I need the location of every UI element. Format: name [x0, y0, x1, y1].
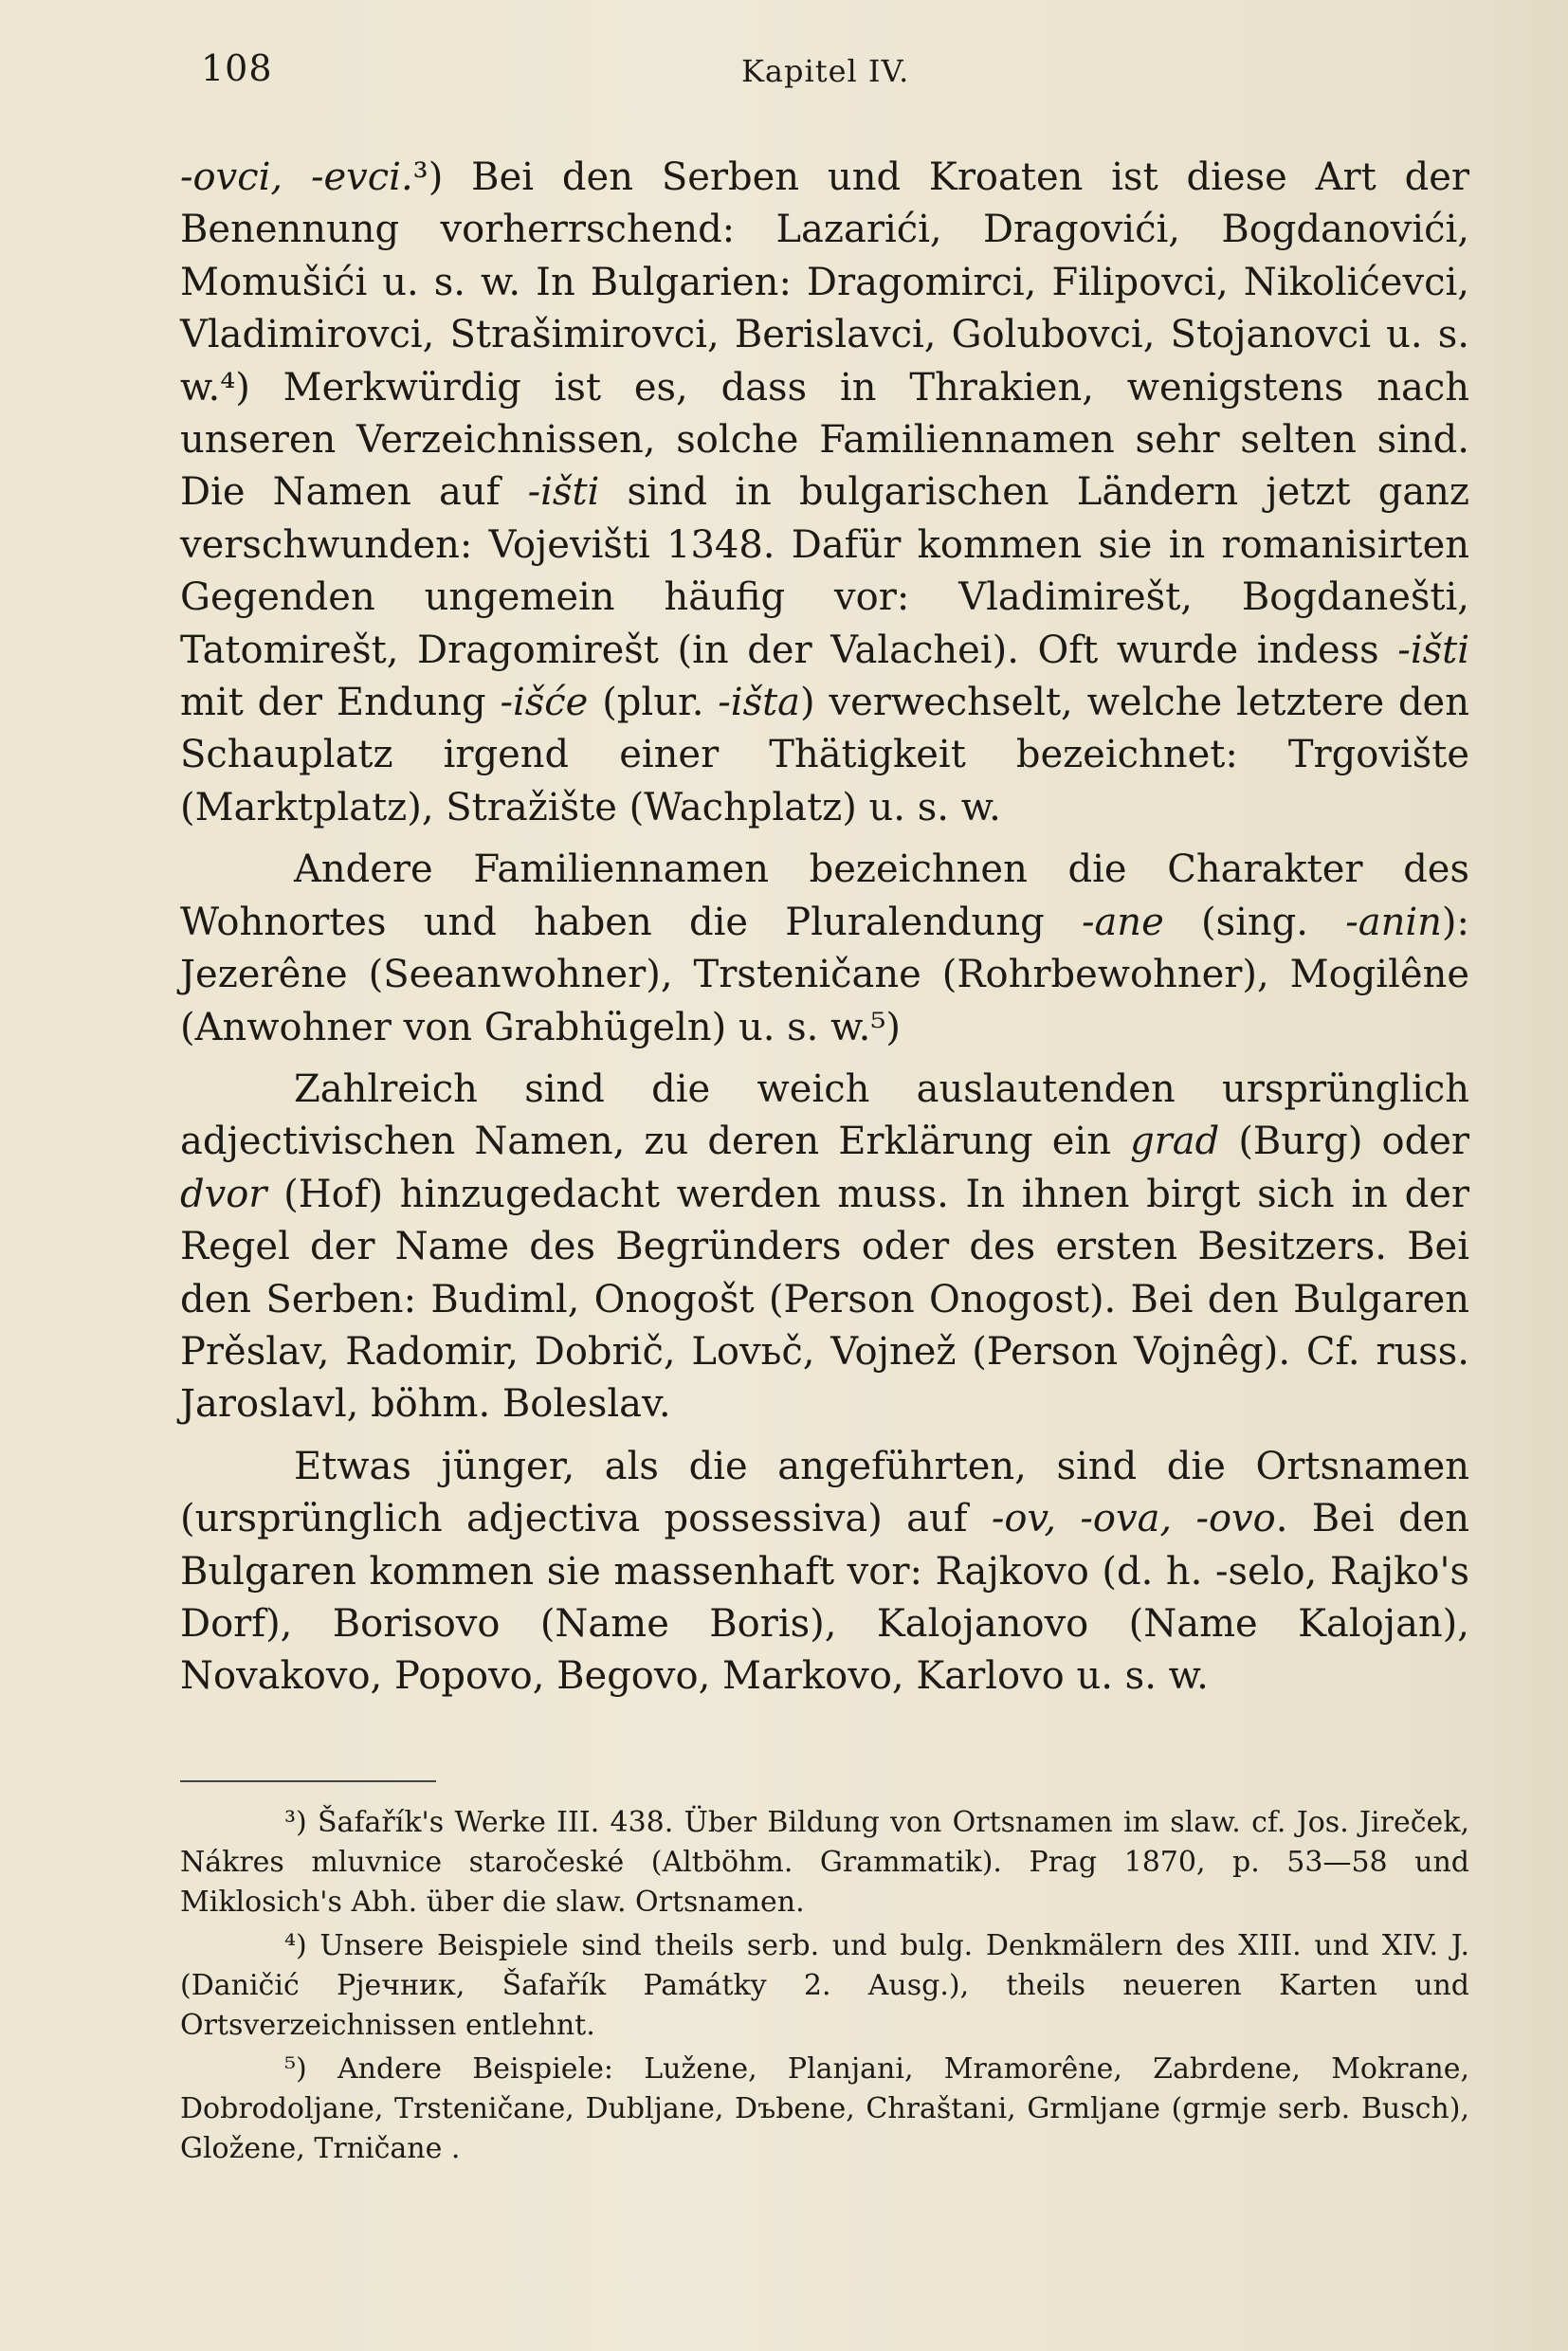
paragraph	[180, 844, 1469, 1054]
text-run: ) verwechselt, welche letztere den Schauplatz irgend einer Thätigkeit bezeichnet: Trgovište (Marktplatz), Stražište (Wachplatz) u. s. w.	[180, 681, 1469, 829]
italic-term: dvor	[180, 1172, 267, 1216]
page-header	[201, 47, 1462, 104]
footnotes	[180, 1803, 1469, 2173]
page-number: 108	[201, 47, 273, 89]
text-run: (plur.	[588, 681, 719, 725]
italic-term: -išti	[527, 470, 600, 515]
italic-term: -anin	[1345, 900, 1442, 944]
italic-term: -ov, -ova, -ovo	[991, 1497, 1276, 1541]
italic-term: grad	[1130, 1120, 1220, 1164]
paragraph	[180, 1064, 1469, 1431]
text-run: ³) Bei den Serben und Kroaten ist diese Art der Benennung vorherrschend: Lazarići, Dragovići, Bogdanovići, Momušići u. s. w. In Bulgarien: Dragomirci, Filipovci, Nikolićevci, Vladimirovci, Strašimirovci, Berislavci, Golubovci, Stojanovci u. s. w.⁴) Merkwürdig ist es, dass in Thrakien, wenigstens nach unseren Verzeichnissen, solche Familiennamen sehr selten sind. Die Namen auf	[180, 155, 1469, 515]
text-run: (sing.	[1163, 900, 1346, 944]
text-run: (Hof) hinzugedacht werden muss. In ihnen birgt sich in der Regel der Name des Begründers oder des ersten Besitzers. Bei den Serben: Budiml, Onogošt (Person Onogost). Bei den Bulgaren Prěslav, Radomir, Dobrič, Lovьč, Vojnež (Person Vojnêg). Cf. russ. Jaroslavl, böhm. Boleslav.	[180, 1172, 1469, 1427]
italic-term: -išta	[718, 681, 801, 725]
footnote: ⁵) Andere Beispiele: Lužene, Planjani, Mramorêne, Zabrdene, Mokrane, Dobrodoljane, Trsteničane, Dubljane, Dъbene, Chraštani, Grmljane (grmje serb. Busch), Gložene, Trničane .	[180, 2052, 1469, 2165]
paragraph	[180, 152, 1469, 834]
footnote: ⁴) Unsere Beispiele sind theils serb. und bulg. Denkmälern des XIII. und XIV. J. (Daničić Рјечник, Šafařík Památky 2. Ausg.), theils neueren Karten und Ortsverzeichnissen entlehnt.	[180, 1929, 1469, 2042]
text-run: (Burg) oder	[1219, 1120, 1469, 1164]
text-run: mit der Endung	[180, 681, 501, 725]
text-run: Zahlreich sind die weich auslautenden ursprünglich adjectivischen Namen, zu deren Erklärung ein	[180, 1066, 1469, 1164]
italic-term: -ovci, -evci.	[180, 155, 413, 199]
footnote: ³) Šafařík's Werke III. 438. Über Bildung von Ortsnamen im slaw. cf. Jos. Jireček, Nákres mluvnice staročeské (Altböhm. Grammatik). Prag 1870, p. 53—58 und Miklosich's Abh. über die slaw. Ortsnamen.	[180, 1806, 1469, 1919]
text-run: Andere Familiennamen bezeichnen die Charakter des Wohnortes und haben die Pluralendung	[180, 847, 1469, 944]
text-run: . Bei den Bulgaren kommen sie massenhaft vor: Rajkovo (d. h. -selo, Rajko's Dorf), Borisovo (Name Boris), Kalojanovo (Name Kalojan), Novakovo, Popovo, Begovo, Markovo, Karlovo u. s. w.	[180, 1497, 1469, 1699]
italic-term: -išti	[1397, 628, 1469, 672]
text-run: ): Jezerêne (Seeanwohner), Trsteničane (Rohrbewohner), Mogilêne (Anwohner von Grabhügeln) u. s. w.⁵)	[180, 900, 1470, 1049]
text-run: Etwas jünger, als die angeführten, sind die Ortsnamen (ursprünglich adjectiva possessiva) auf	[180, 1444, 1469, 1541]
text-run: sind in bulgarischen Ländern jetzt ganz verschwunden: Vojevišti 1348. Dafür kommen sie in romanisirten Gegenden ungemein häufig vor: Vladimirešt, Bogdanešti, Tatomirešt, Dragomirešt (in der Valachei). Oft wurde indess	[180, 470, 1469, 672]
paragraph	[180, 1441, 1469, 1704]
footnote-divider	[180, 1780, 436, 1782]
italic-term: -ane	[1081, 900, 1164, 944]
running-title: Kapitel IV.	[741, 53, 910, 89]
italic-term: -išće	[500, 681, 589, 725]
main-text	[180, 152, 1469, 1704]
